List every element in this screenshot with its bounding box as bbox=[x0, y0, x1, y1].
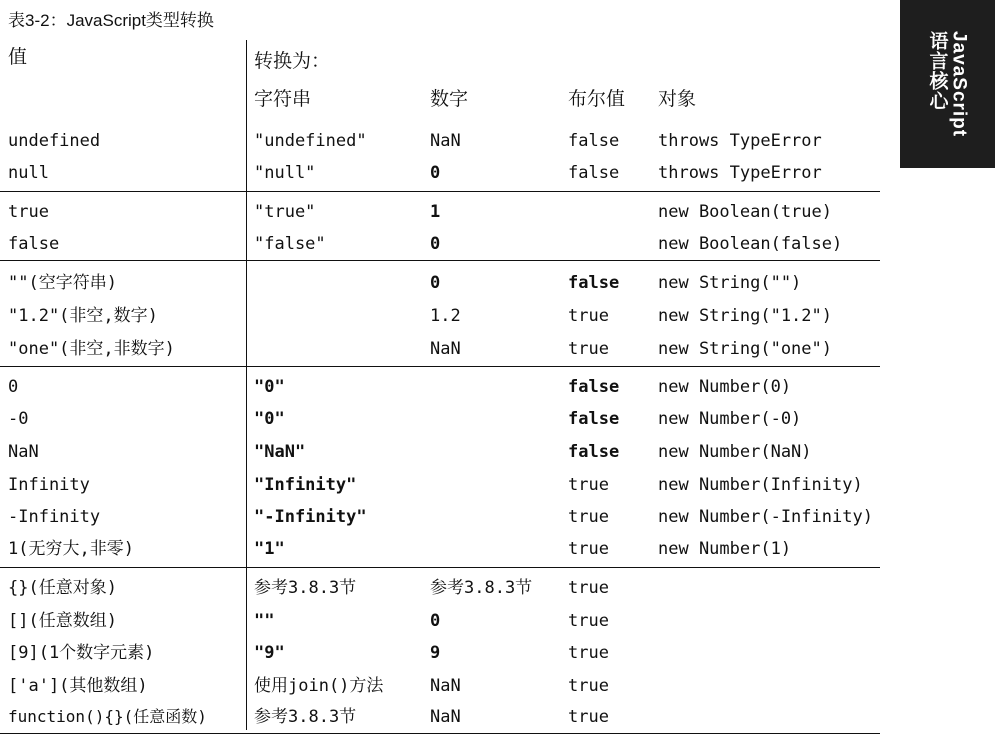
cell-value: undefined bbox=[8, 131, 101, 151]
cell-object: new Number(Infinity) bbox=[658, 475, 863, 495]
header-value: 值 bbox=[8, 46, 28, 68]
table-caption: 表3-2：JavaScript类型转换 bbox=[8, 11, 214, 30]
cell-number: 0 bbox=[430, 234, 441, 254]
cell-object: new Number(NaN) bbox=[658, 442, 812, 462]
cell-value: function(){}(任意函数) bbox=[8, 707, 207, 726]
group-divider bbox=[0, 191, 880, 192]
cell-object: new Number(-0) bbox=[658, 409, 802, 429]
cell-string: 参考3.8.3节 bbox=[254, 578, 357, 598]
cell-value: "one"(非空,非数字) bbox=[8, 339, 175, 359]
cell-string: "null" bbox=[254, 163, 316, 183]
cell-value: Infinity bbox=[8, 475, 90, 495]
cell-boolean: true bbox=[568, 578, 609, 598]
side-tab-label: JavaScript 语言核心 bbox=[926, 30, 970, 138]
cell-boolean: true bbox=[568, 306, 609, 326]
cell-value: true bbox=[8, 202, 49, 222]
group-divider bbox=[0, 567, 880, 568]
cell-string: 参考3.8.3节 bbox=[254, 707, 357, 727]
cell-object: new String("1.2") bbox=[658, 306, 832, 326]
cell-string: "false" bbox=[254, 234, 326, 254]
cell-string: "Infinity" bbox=[254, 475, 357, 495]
cell-boolean: true bbox=[568, 539, 609, 559]
cell-object: new String("one") bbox=[658, 339, 832, 359]
cell-boolean: true bbox=[568, 643, 609, 663]
cell-string: "1" bbox=[254, 539, 285, 559]
header-boolean: 布尔值 bbox=[568, 88, 626, 110]
group-divider bbox=[0, 366, 880, 367]
cell-value: 0 bbox=[8, 377, 19, 397]
cell-object: new Boolean(true) bbox=[658, 202, 832, 222]
cell-number: NaN bbox=[430, 676, 461, 696]
cell-value: -Infinity bbox=[8, 507, 101, 527]
cell-number: NaN bbox=[430, 707, 461, 727]
cell-object: throws TypeError bbox=[658, 163, 822, 183]
table-bottom-rule bbox=[0, 733, 880, 734]
cell-object: new String("") bbox=[658, 273, 802, 293]
cell-number: 0 bbox=[430, 163, 441, 183]
cell-boolean: false bbox=[568, 163, 620, 183]
cell-value: -0 bbox=[8, 409, 29, 429]
cell-object: new Boolean(false) bbox=[658, 234, 843, 254]
cell-boolean: true bbox=[568, 507, 609, 527]
cell-number: NaN bbox=[430, 131, 461, 151]
header-convert-to: 转换为： bbox=[254, 50, 331, 72]
cell-boolean: true bbox=[568, 707, 609, 727]
cell-string: "0" bbox=[254, 409, 285, 429]
chapter-side-tab bbox=[900, 0, 995, 168]
cell-boolean: true bbox=[568, 676, 609, 696]
cell-string: "" bbox=[254, 611, 275, 631]
header-object: 对象 bbox=[658, 88, 697, 110]
cell-value: {}(任意对象) bbox=[8, 578, 117, 598]
cell-object: new Number(1) bbox=[658, 539, 792, 559]
cell-boolean: false bbox=[568, 409, 620, 429]
cell-number: 9 bbox=[430, 643, 441, 663]
cell-string: "NaN" bbox=[254, 442, 306, 462]
cell-value: [9](1个数字元素) bbox=[8, 643, 155, 663]
cell-number: 参考3.8.3节 bbox=[430, 578, 533, 598]
cell-string: "-Infinity" bbox=[254, 507, 367, 527]
cell-string: 使用join()方法 bbox=[254, 676, 384, 696]
cell-value: 1(无穷大,非零) bbox=[8, 539, 134, 559]
cell-string: "undefined" bbox=[254, 131, 367, 151]
cell-string: "true" bbox=[254, 202, 316, 222]
cell-value: [](任意数组) bbox=[8, 611, 117, 631]
cell-number: 0 bbox=[430, 611, 441, 631]
cell-boolean: true bbox=[568, 339, 609, 359]
cell-string: "9" bbox=[254, 643, 285, 663]
header-string: 字符串 bbox=[254, 88, 312, 110]
header-number: 数字 bbox=[430, 88, 469, 110]
cell-boolean: true bbox=[568, 475, 609, 495]
cell-number: NaN bbox=[430, 339, 461, 359]
cell-number: 1 bbox=[430, 202, 441, 222]
cell-number: 1.2 bbox=[430, 306, 461, 326]
cell-object: throws TypeError bbox=[658, 131, 822, 151]
column-divider bbox=[246, 40, 247, 730]
cell-boolean: false bbox=[568, 377, 620, 397]
cell-value: ['a'](其他数组) bbox=[8, 676, 148, 696]
cell-value: false bbox=[8, 234, 60, 254]
cell-object: new Number(0) bbox=[658, 377, 792, 397]
cell-value: null bbox=[8, 163, 49, 183]
group-divider bbox=[0, 260, 880, 261]
cell-number: 0 bbox=[430, 273, 441, 293]
cell-boolean: false bbox=[568, 273, 620, 293]
cell-boolean: false bbox=[568, 442, 620, 462]
cell-string: "0" bbox=[254, 377, 285, 397]
cell-value: "1.2"(非空,数字) bbox=[8, 306, 158, 326]
cell-boolean: false bbox=[568, 131, 620, 151]
cell-object: new Number(-Infinity) bbox=[658, 507, 873, 527]
cell-boolean: true bbox=[568, 611, 609, 631]
cell-value: NaN bbox=[8, 442, 39, 462]
cell-value: ""(空字符串) bbox=[8, 273, 117, 293]
